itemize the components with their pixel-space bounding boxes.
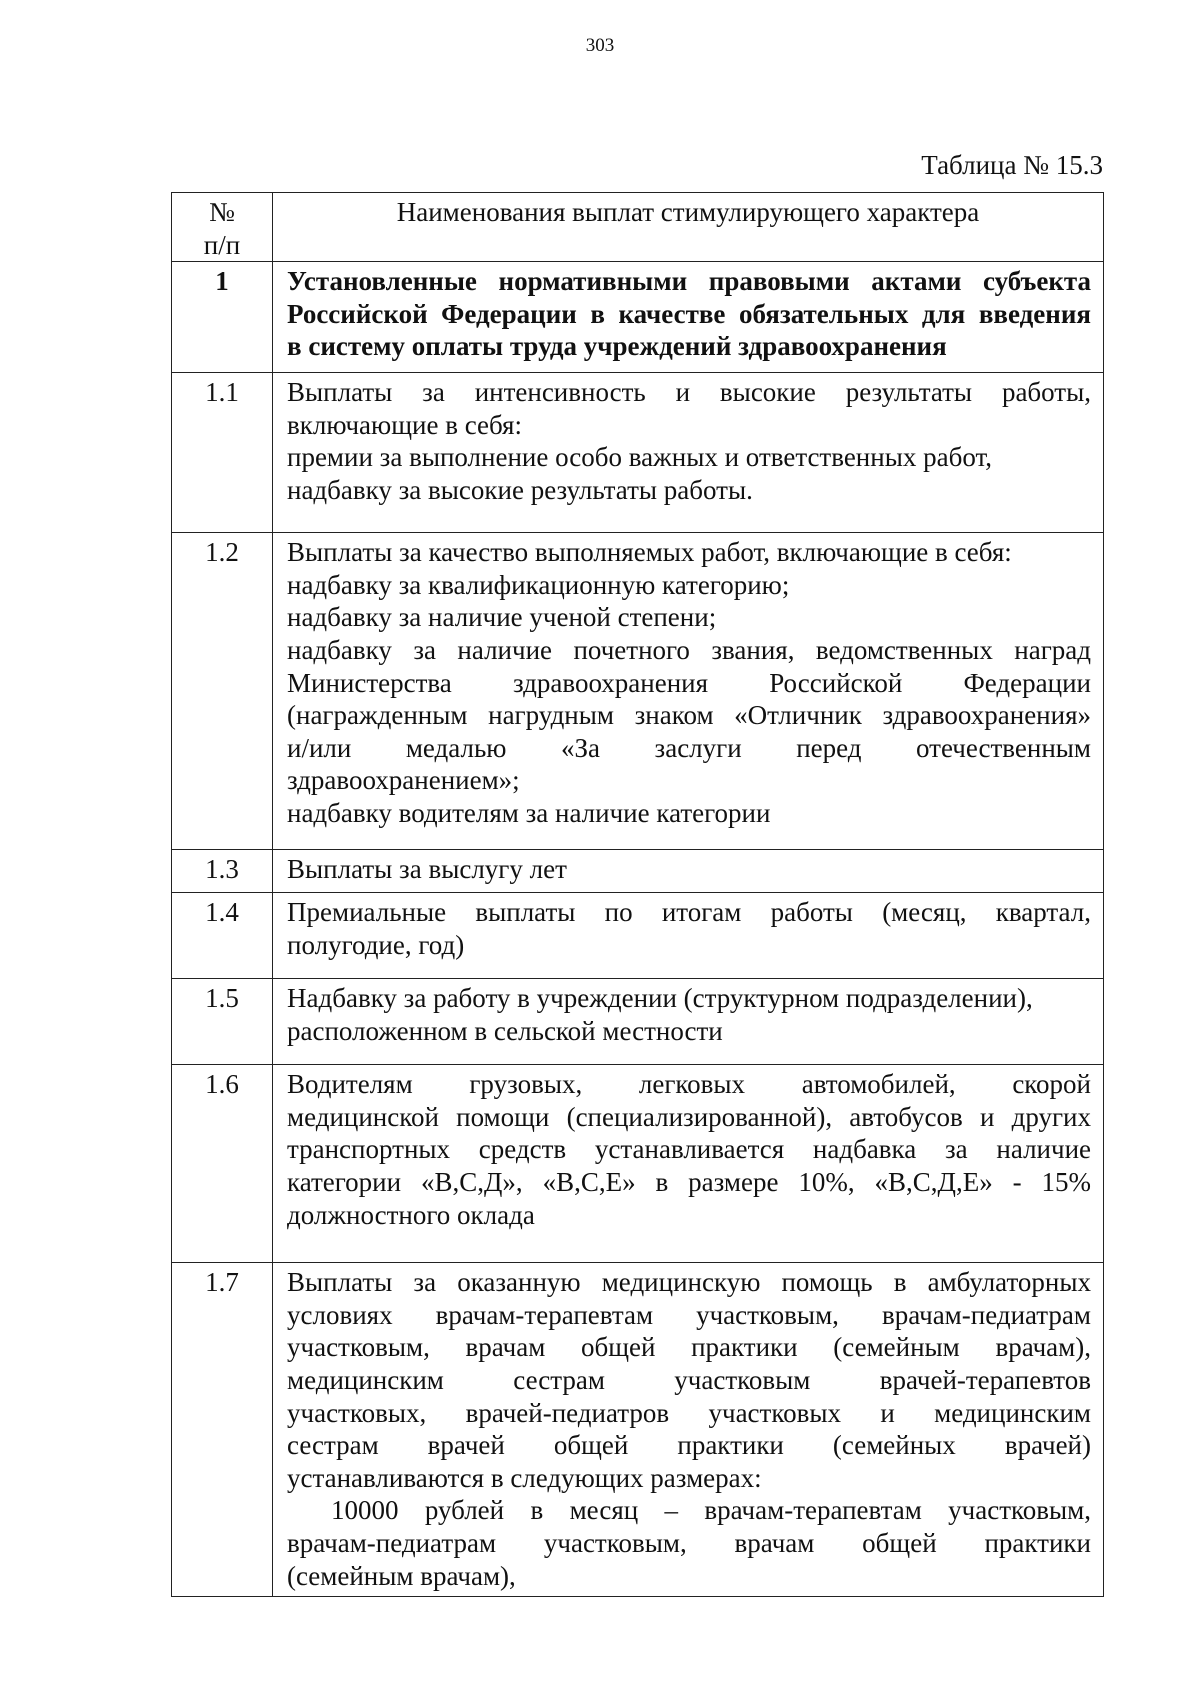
row-number: 1.4 [172,893,273,979]
text-line: надбавку за квалификационную категорию; [287,569,790,600]
text-line: участковым, врачам общей практики (семейным врачам), [287,1332,1091,1363]
text-line: премии за выполнение особо важных и ответственных работ, [287,442,992,473]
text-line: в систему оплаты труда учреждений здравоохранения [287,331,947,362]
header-title: Наименования выплат стимулирующего характера [396,197,980,227]
text-line: транспортных средств устанавливается надбавка за наличие [287,1134,1091,1165]
row-text [273,533,1104,850]
text-line: врачам-педиатрам участковым, врачам общей практики [287,1527,1091,1558]
text-line: и/или медалью «За заслуги перед отечественным [287,732,1091,763]
text-line: Российской Федерации в качестве обязательных для введения [287,298,1091,329]
row-number: 1.3 [172,850,273,893]
row-text [273,262,1104,373]
text-line: Установленные нормативными правовыми актами субъекта [287,266,1091,297]
row-text [273,893,1104,979]
text-line: здравоохранением»; [287,765,520,796]
header-num-cell [172,193,273,262]
table-caption: Таблица № 15.3 [921,150,1103,180]
table-row [172,373,1104,533]
text-line: надбавку за высокие результаты работы. [287,474,753,505]
page-number: 303 [585,35,615,56]
text-line: Премиальные выплаты по итогам работы (месяц, квартал, [287,897,1091,928]
table-header-row [172,193,1104,262]
table-row [172,533,1104,850]
text-line: полугодие, год) [287,929,465,960]
row-text [273,850,1104,893]
text-line: надбавку водителям за наличие категории [287,797,771,828]
header-num-symbol: № [209,197,235,227]
text-line: участковых, врачей-педиатров участковых и медицинским [287,1397,1091,1428]
text-line: 10000 рублей в месяц – врачам-терапевтам участковым, [331,1495,1091,1526]
row-text [273,373,1104,533]
text-line: Выплаты за оказанную медицинскую помощь в амбулаторных [287,1267,1091,1298]
table-row [172,850,1104,893]
text-line: (семейным врачам), [287,1560,516,1591]
table-row [172,262,1104,373]
text-line: медицинским сестрам участковым врачей-терапевтов [287,1364,1091,1395]
text-line: Выплаты за выслугу лет [287,854,567,885]
row-number: 1.1 [172,373,273,533]
table-row [172,1263,1104,1597]
row-number: 1 [172,262,273,373]
text-line: медицинской помощи (специализированной), автобусов и других [287,1101,1091,1132]
text-line: категории «В,С,Д», «В,С,Е» в размере 10%, «В,С,Д,Е» - 15% [287,1166,1091,1197]
table-row [172,1065,1104,1263]
text-line: расположенном в сельской местности [287,1015,723,1046]
text-line: сестрам врачей общей практики (семейных врачей) [287,1430,1091,1461]
incentive-payments-table [171,192,1104,1597]
row-text [273,1263,1104,1597]
text-line: надбавку за наличие ученой степени; [287,602,717,633]
header-title-cell [273,193,1104,262]
row-number: 1.2 [172,533,273,850]
table-row [172,979,1104,1065]
text-line: включающие в себя: [287,409,522,440]
header-num-abbrev: п/п [203,229,241,260]
text-line: Выплаты за качество выполняемых работ, включающие в себя: [287,537,1012,568]
row-text [273,979,1104,1065]
text-line: условиях врачам-терапевтам участковым, врачам-педиатрам [287,1299,1091,1330]
text-line: надбавку за наличие почетного звания, ведомственных наград [287,634,1091,665]
row-number: 1.5 [172,979,273,1065]
text-line: должностного оклада [287,1199,535,1230]
row-number: 1.6 [172,1065,273,1263]
table-row [172,893,1104,979]
text-line: Министерства здравоохранения Российской Федерации [287,667,1091,698]
text-line: Водителям грузовых, легковых автомобилей, скорой [287,1069,1091,1100]
row-number: 1.7 [172,1263,273,1597]
text-line: Выплаты за интенсивность и высокие результаты работы, [287,377,1091,408]
row-text [273,1065,1104,1263]
text-line: (награжденным нагрудным знаком «Отличник здравоохранения» [287,700,1091,731]
text-line: Надбавку за работу в учреждении (структурном подразделении), [287,983,1033,1014]
text-line: устанавливаются в следующих размерах: [287,1462,762,1493]
